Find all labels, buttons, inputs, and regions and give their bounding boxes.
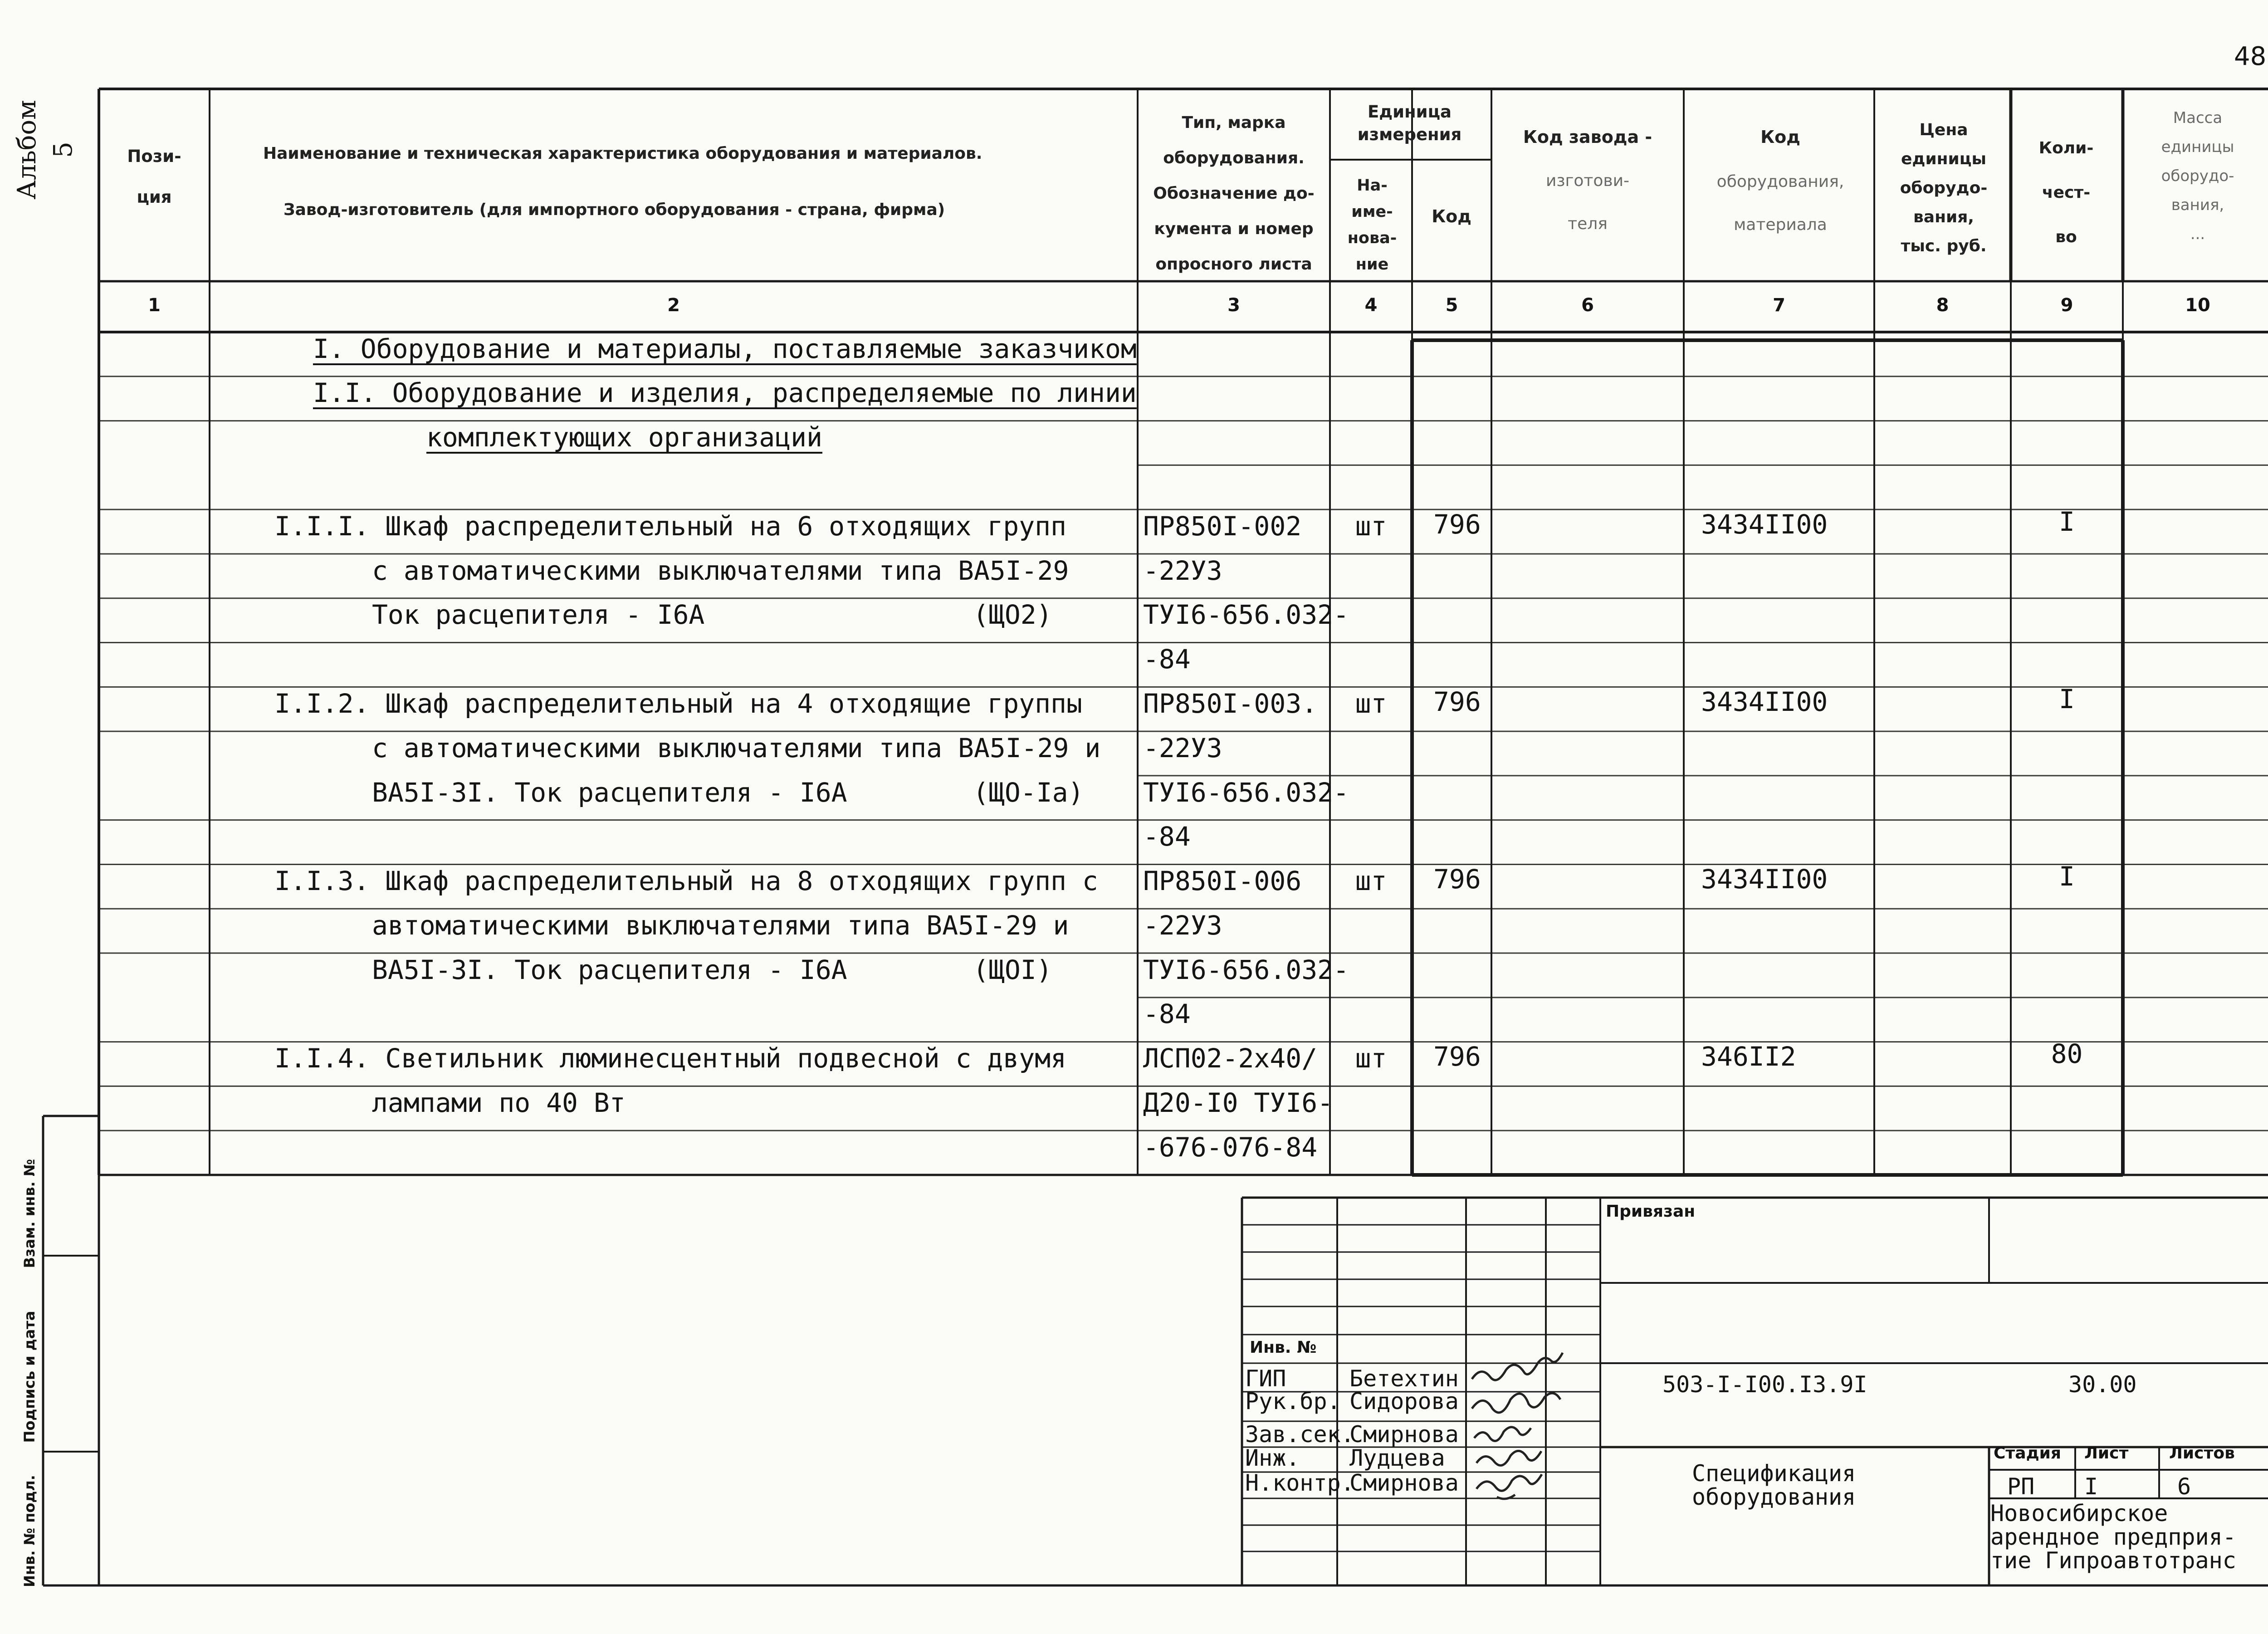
column-number-1: 1 <box>148 295 161 316</box>
row-material-code: 3434II00 <box>1701 509 1828 540</box>
row-panel-tag: (ЩОI) <box>973 954 1052 985</box>
row-type: -676-076-84 <box>1143 1131 1318 1163</box>
stamp-vzam-label: Взам. инв. № <box>21 1159 38 1268</box>
row-unit-code: 796 <box>1433 686 1481 717</box>
document-code: 503-I-I00.I3.9I <box>1662 1371 1867 1398</box>
stage-value: РП <box>2007 1473 2035 1500</box>
row-name: I.I. Оборудование и изделия, распределяемые по линии <box>313 377 1137 409</box>
row-quantity: I <box>2059 861 2075 892</box>
row-type: ПР850I-006 <box>1143 866 1302 897</box>
row-panel-tag: (ЩО2) <box>973 599 1052 631</box>
row-unit-code: 796 <box>1433 864 1481 895</box>
row-type: -84 <box>1143 821 1191 852</box>
column-number-10: 10 <box>2185 295 2210 316</box>
header-quantity: Коли- чест- во <box>2038 139 2094 246</box>
header-unit-group: Единица измерения <box>1357 102 1462 144</box>
header-manufacturer: Завод-изготовитель (для импортного оборудования - страна, фирма) <box>284 201 945 219</box>
row-name: комплектующих организаций <box>426 422 822 453</box>
sheets-label: Листов <box>2169 1444 2235 1463</box>
inv-number-label: Инв. № <box>1250 1338 1317 1357</box>
sheet-value: I <box>2084 1473 2098 1500</box>
sheets-value: 6 <box>2177 1473 2191 1500</box>
row-unit-code: 796 <box>1433 1041 1481 1072</box>
row-name: I.I.I. Шкаф распределительный на 6 отходящих групп <box>274 510 1066 542</box>
column-number-5: 5 <box>1445 295 1458 316</box>
row-type: ТУI6-656.032- <box>1143 954 1349 985</box>
privyazan-label: Привязан <box>1606 1202 1696 1221</box>
row-unit: шт <box>1355 866 1387 897</box>
stage-label: Стадия <box>1994 1444 2061 1463</box>
signoff-name: Бетехтин <box>1349 1365 1459 1392</box>
row-material-code: 3434II00 <box>1701 864 1828 895</box>
row-type: ТУI6-656.032- <box>1143 777 1349 808</box>
row-type: ЛСП02-2х40/ <box>1143 1043 1318 1074</box>
row-material-code: 346II2 <box>1701 1041 1796 1072</box>
column-number-7: 7 <box>1773 295 1785 316</box>
header-factory-code-b: изготови- <box>1545 171 1630 190</box>
header-unit-code: Код <box>1432 206 1471 226</box>
row-name: ВА5I-3I. Ток расцепителя - I6А <box>372 777 847 808</box>
row-type: ТУI6-656.032- <box>1143 599 1349 631</box>
stamp-signature-date-label: Подпись и дата <box>21 1311 38 1443</box>
column-number-6: 6 <box>1581 295 1594 316</box>
header-price: Цена единицы оборудо- вания, тыс. руб. <box>1900 121 1988 255</box>
header-material-code-c: материала <box>1734 215 1827 234</box>
row-name: с автоматическими выключателями типа ВА5I-29 <box>372 555 1069 586</box>
column-number-2: 2 <box>667 295 680 316</box>
row-type: -84 <box>1143 998 1191 1030</box>
row-name: I.I.2. Шкаф распределительный на 4 отходящие группы <box>274 688 1082 719</box>
signatures <box>1472 1353 1563 1499</box>
handwritten-signature <box>1474 1427 1531 1441</box>
signoff-name: Сидорова <box>1349 1388 1459 1414</box>
signoff-name: Лудцева <box>1349 1445 1445 1471</box>
header-position: Пози- ция <box>127 147 181 207</box>
column-number-8: 8 <box>1936 295 1949 316</box>
handwritten-signature <box>1476 1451 1541 1465</box>
signoff-role: Инж. <box>1245 1445 1300 1471</box>
row-type: -22У3 <box>1143 910 1222 941</box>
row-unit: шт <box>1355 510 1387 542</box>
row-type: -22У3 <box>1143 555 1222 586</box>
signoff-role: Зав.сек. <box>1245 1421 1354 1448</box>
row-name: с автоматическими выключателями типа ВА5I-29 и <box>372 732 1101 763</box>
signoff-name: Смирнова <box>1349 1470 1459 1496</box>
row-name: I.I.4. Светильник люминесцентный подвесной с двумя <box>274 1043 1066 1074</box>
row-name: I. Оборудование и материалы, поставляемые заказчиком <box>313 333 1137 364</box>
header-mass: Масса единицы оборудо- вания, ... <box>2161 109 2234 243</box>
column-number-4: 4 <box>1364 295 1378 316</box>
header-material-code-a: Код <box>1760 127 1800 147</box>
row-type: ПР850I-003. <box>1143 688 1318 719</box>
column-number-9: 9 <box>2060 295 2073 316</box>
row-quantity: I <box>2059 683 2075 714</box>
header-name: Наименование и техническая характеристика оборудования и материалов. <box>263 144 982 163</box>
row-unit: шт <box>1355 1043 1387 1074</box>
sheet-number: 48 <box>2234 42 2267 71</box>
row-material-code: 3434II00 <box>1701 686 1828 717</box>
row-name: Ток расцепителя - I6А <box>372 599 705 631</box>
row-name: автоматическими выключателями типа ВА5I-29 и <box>372 910 1069 941</box>
row-panel-tag: (ЩО-Iа) <box>973 777 1084 808</box>
album-label: Альбом 5 <box>12 100 78 200</box>
row-name: ВА5I-3I. Ток расцепителя - I6А <box>372 954 847 985</box>
row-name: I.I.3. Шкаф распределительный на 8 отходящих групп с <box>274 866 1098 897</box>
signoff-role: Н.контр. <box>1245 1470 1354 1496</box>
row-type: Д20-I0 ТУI6- <box>1143 1087 1334 1119</box>
row-unit: шт <box>1355 688 1387 719</box>
document-code-suffix: 30.00 <box>2068 1371 2137 1398</box>
signoff-role: ГИП <box>1245 1365 1286 1392</box>
header-material-code-b: оборудования, <box>1716 172 1844 191</box>
header-type: Тип, марка оборудования. Обозначение до- кумента и номер опросного листа <box>1153 113 1315 274</box>
organization-name: Новосибирское арендное предприя- тие Гипроавтотранс <box>1990 1500 2236 1574</box>
signoff-role: Рук.бр. <box>1245 1388 1341 1414</box>
row-unit-code: 796 <box>1433 509 1481 540</box>
row-type: ПР850I-002 <box>1143 510 1302 542</box>
row-type: -84 <box>1143 644 1191 675</box>
header-factory-code-c: теля <box>1568 215 1608 233</box>
row-quantity: 80 <box>2051 1038 2083 1070</box>
row-name: лампами по 40 Вт <box>372 1087 626 1119</box>
document-title: Спецификация оборудования <box>1692 1460 1856 1510</box>
header-factory-code-a: Код завода - <box>1523 127 1652 147</box>
sheet-label: Лист <box>2084 1444 2129 1463</box>
row-type: -22У3 <box>1143 732 1222 763</box>
handwritten-signature <box>1472 1393 1560 1413</box>
row-quantity: I <box>2059 506 2075 537</box>
signoff-name: Смирнова <box>1349 1421 1459 1448</box>
header-unit-name: На- име- нова- ние <box>1347 176 1397 274</box>
handwritten-signature <box>1476 1474 1542 1499</box>
handwritten-signature <box>1472 1353 1563 1380</box>
stamp-inv-original-label: Инв. № подл. <box>21 1475 38 1587</box>
column-number-3: 3 <box>1227 295 1240 316</box>
